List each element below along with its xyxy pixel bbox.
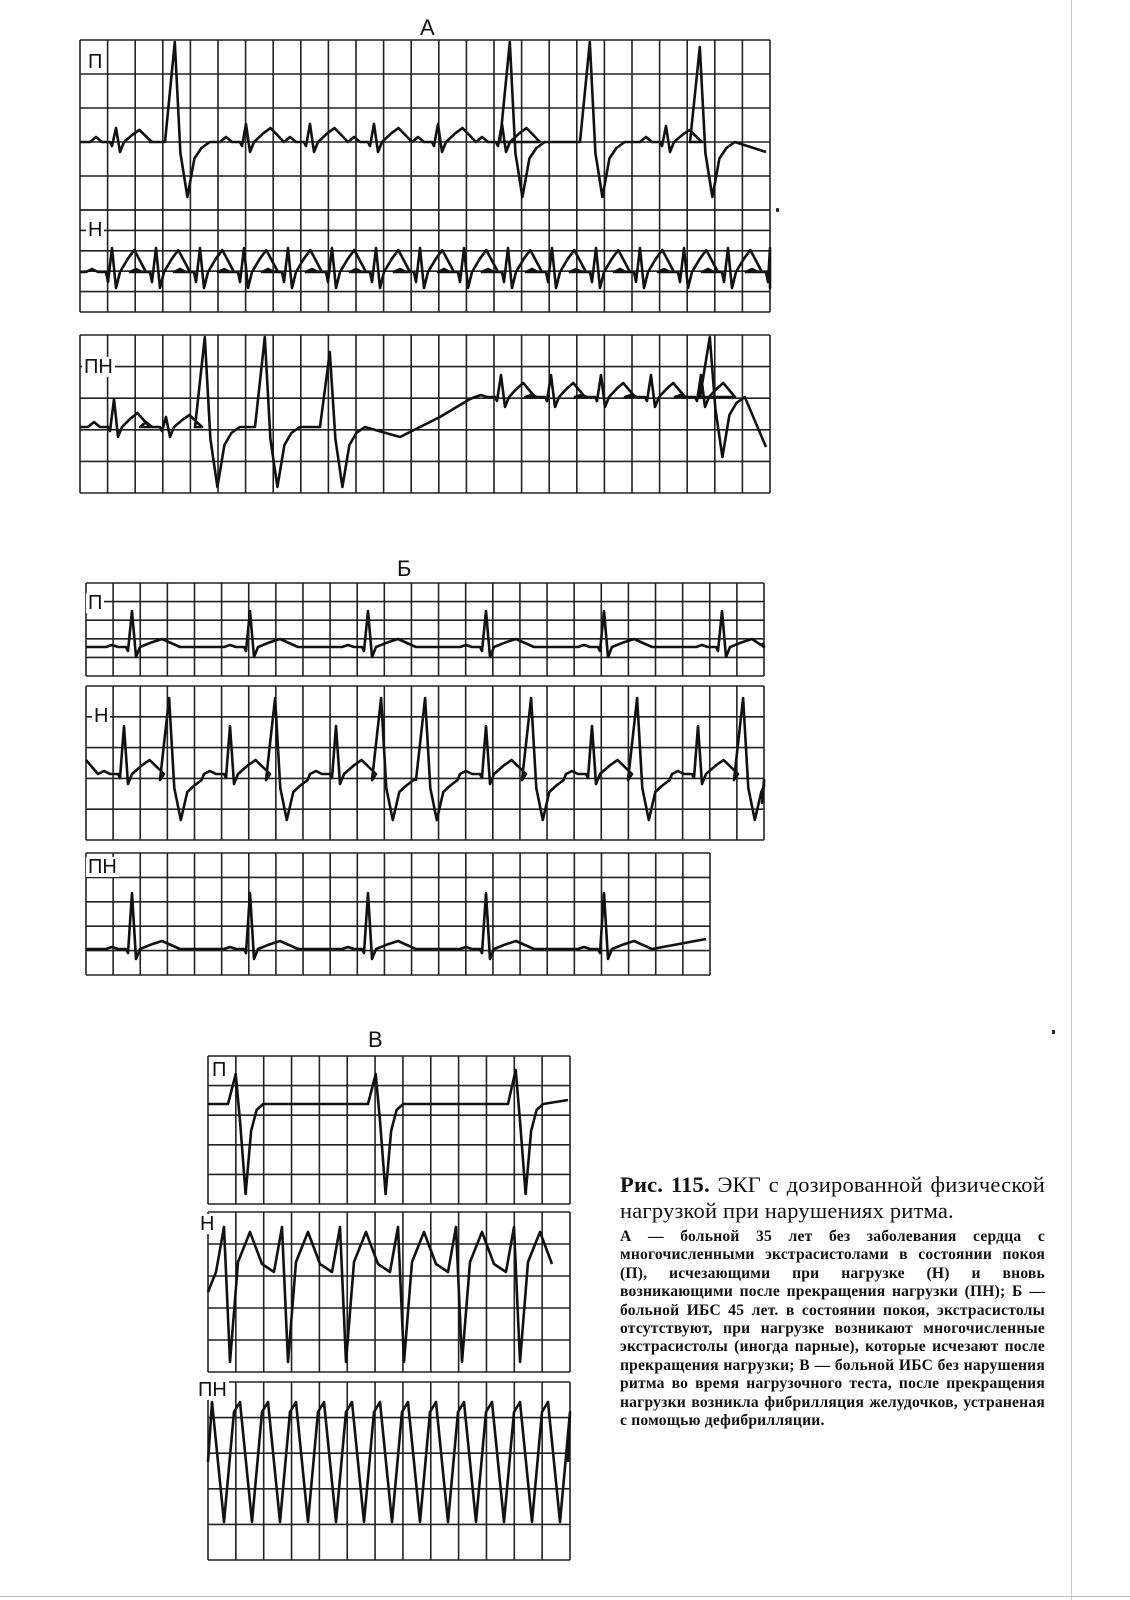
caption-body: А — больной 35 лет без заболевания сердца с многочисленными экстрасистолами в состоянии покоя (П), исчезающими при нагрузке (Н) и вновь возникающими после прекращения нагрузки (ПН); Б — больной ИБС 45 лет. в состоянии покоя, экстрасистолы отсутствуют, при нагрузке возникают многочисленные экстрасистолы (иногда парные), которые исчезают после прекращения нагрузки; В — больной ИБС без нарушения ритма во время нагрузочного теста, после прекращения нагрузки возникла фибрилляция желудочков, устраненая с помощью дефибрилляции.: [620, 1228, 1045, 1430]
caption-title: [620, 1172, 1045, 1224]
lead-label-b-rest: П: [88, 592, 103, 614]
panel-b-letter: Б: [397, 556, 412, 581]
panel-a-letter: А: [420, 15, 435, 40]
page-edge-line: [1071, 0, 1072, 1600]
ecg-trace-b-load: [86, 686, 764, 840]
ecg-waveform: [80, 337, 766, 487]
lead-label-c-load: Н: [200, 1213, 215, 1235]
panel-c-letter: В: [368, 1027, 383, 1052]
ecg-waveform: [86, 611, 764, 657]
page-bottom-line: [0, 1596, 1130, 1597]
ecg-waveform: [208, 1227, 552, 1362]
ecg-trace-a-rest: [80, 40, 770, 210]
lead-label-b-load: Н: [94, 705, 109, 727]
ecg-grid: [86, 583, 764, 676]
ecg-grid: [86, 853, 710, 975]
ecg-trace-a-postload: [80, 335, 770, 493]
ecg-trace-c-rest: [208, 1056, 570, 1204]
ecg-trace-c-load: [208, 1212, 570, 1372]
ecg-waveform: [208, 1402, 570, 1522]
figure-caption: [620, 1172, 1045, 1430]
ecg-waveform: [80, 42, 766, 197]
ecg-trace-c-postload: [208, 1382, 570, 1560]
ecg-waveform: [80, 248, 770, 288]
ecg-grid: [80, 335, 770, 493]
ecg-trace-b-rest: [86, 583, 764, 676]
ecg-trace-a-load: [80, 210, 770, 312]
lead-label-c-postload: ПН: [198, 1379, 227, 1401]
lead-label-c-rest: П: [212, 1059, 227, 1081]
lead-label-b-postload: ПН: [88, 856, 117, 878]
caption-title-text: ЭКГ с дозированной физической нагрузкой при нарушениях ритма.: [620, 1172, 1045, 1223]
scan-speck: [1052, 1030, 1055, 1034]
ecg-trace-b-postload: [86, 853, 710, 975]
lead-label-a-load: Н: [88, 219, 103, 241]
lead-label-a-postload: ПН: [84, 356, 113, 378]
caption-figure-number: Рис. 115.: [620, 1172, 710, 1197]
scan-speck: [776, 208, 779, 212]
lead-label-a-rest: П: [88, 51, 103, 73]
